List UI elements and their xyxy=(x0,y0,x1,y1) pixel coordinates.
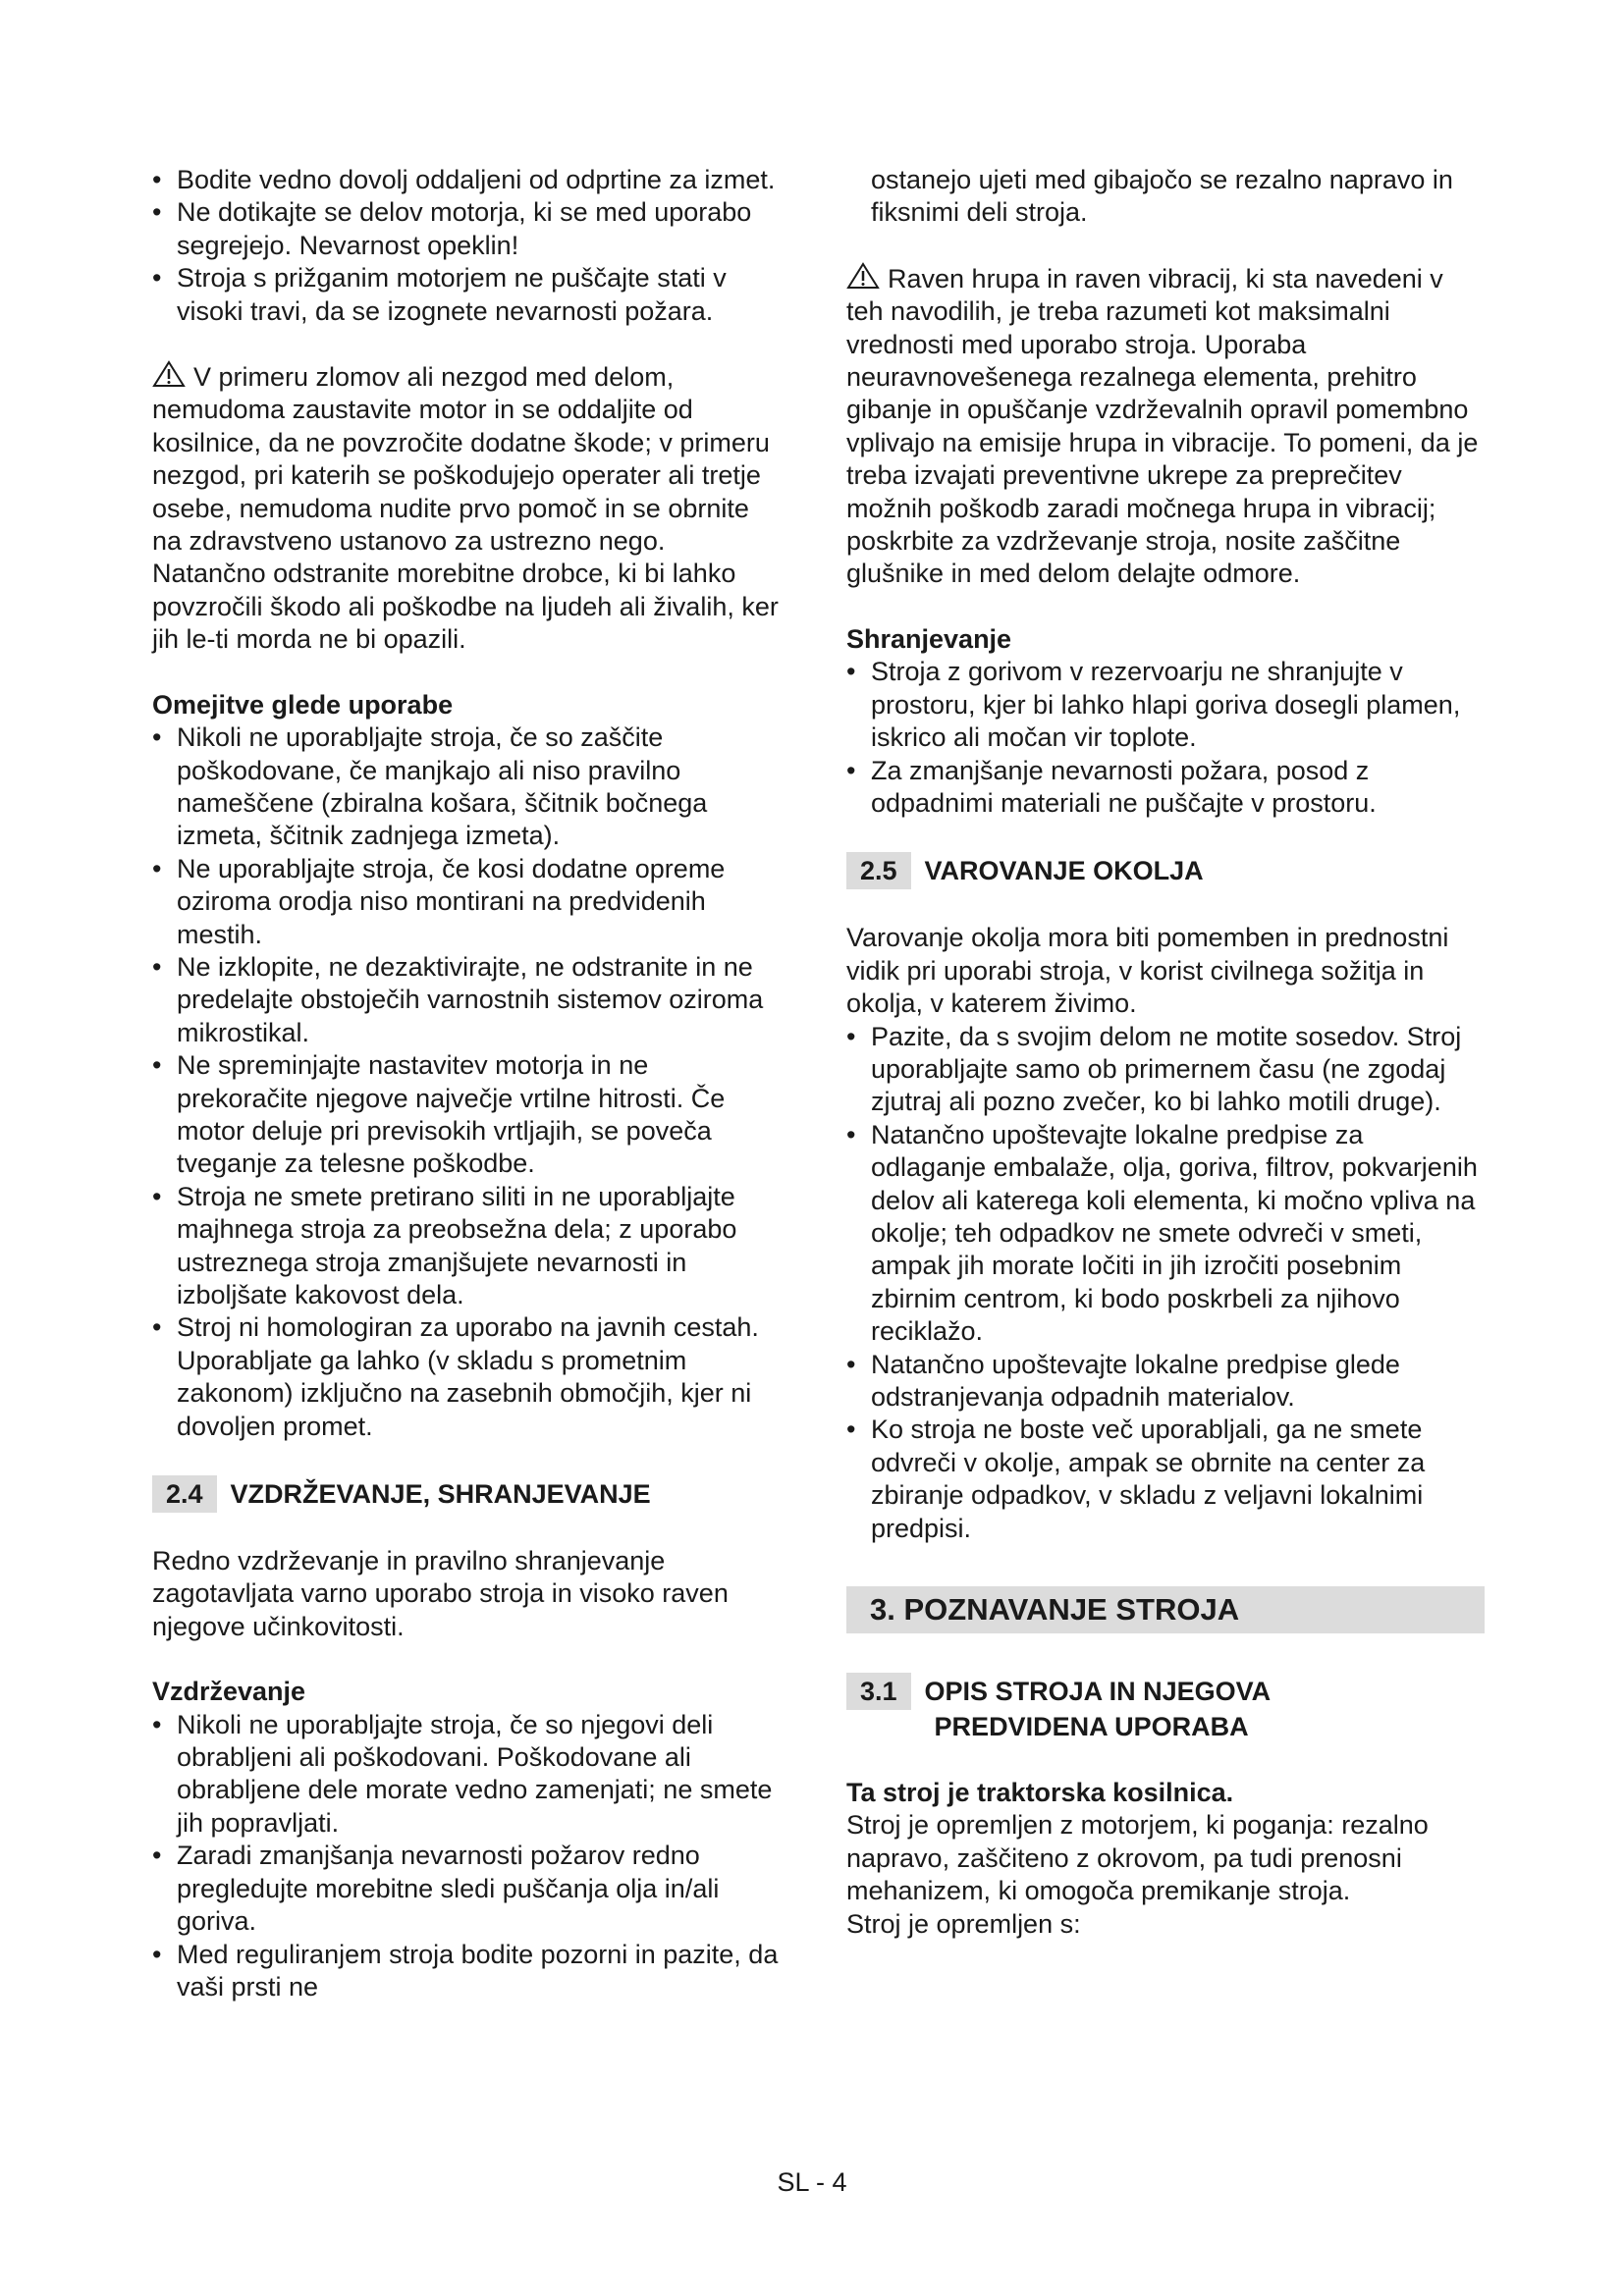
list-item: • Ko stroja ne boste več uporabljali, ga ne smete odvreči v okolje, ampak se obrnite na center za zbiranje odpadkov, v skladu z veljavni lokalnimi predpisi. xyxy=(846,1414,1485,1545)
noise-warning-text: Raven hrupa in raven vibracij, ki sta navedeni v teh navodilih, je treba razumeti kot maksimalni vrednosti med uporabo stroja. Uporaba neuravnovešenega rezalnega elementa, prehitro gibanje in opuščanje vzdrževalnih opravil pomembno vplivajo na emisije hrupa in vibracije. To pomeni, da je treba izvajati preventivne ukrepe za preprečitev možnih poškodb zaradi močnega hrupa in vibracij; poskrbite za vzdrževanje stroja, nosite zaščitne glušnike in med delom delajte odmore. xyxy=(846,263,1479,589)
list-item: • Ne spreminjajte nastavitev motorja in ne prekoračite njegove največje vrtilne hitrosti. Če motor deluje pri previsokih vrtljajih, se poveča tveganje za telesne poškodbe. xyxy=(152,1049,781,1181)
noise-warning xyxy=(846,262,1485,591)
section-2-4-intro: Redno vzdrževanje in pravilno shranjevanje zagotavljata varno uporabo stroja in visoko raven njegove učinkovitosti. xyxy=(152,1546,729,1641)
section-title-line2: PREDVIDENA UPORABA xyxy=(934,1712,1249,1742)
section-title-line1: OPIS STROJA IN NJEGOVA xyxy=(924,1677,1272,1707)
section-title: VZDRŽEVANJE, SHRANJEVANJE xyxy=(230,1479,651,1510)
section-number: 2.5 xyxy=(846,852,911,889)
section-title: VAROVANJE OKOLJA xyxy=(924,856,1204,886)
section-2-4-heading xyxy=(152,1475,781,1513)
equipped-text: Stroj je opremljen s: xyxy=(846,1908,1081,1939)
maintenance-list xyxy=(152,1709,781,2004)
safety-bullets-top xyxy=(152,164,781,328)
section-number: 2.4 xyxy=(152,1475,217,1513)
warning-triangle-icon xyxy=(846,262,880,290)
accident-warning-text: V primeru zlomov ali nezgod med delom, nemudoma zaustavite motor in se oddaljite od kosilnice, da ne povzročite dodatne škode; v primeru nezgod, pri katerih se poškodujejo operater ali tretje osebe, nemudoma nudite prvo pomoč in se obrnite na zdravstveno ustanovo za ustrezno nego. Natančno odstranite morebitne drobce, ki bi lahko povzročili škodo ali poškodbe na ljudeh ali živalih, ker jih le-ti morda ne bi opazili. xyxy=(152,362,779,655)
list-item: • Ne uporabljajte stroja, če kosi dodatne opreme oziroma orodja niso montirani na predvidenih mestih. xyxy=(152,853,781,951)
section-number: 3.1 xyxy=(846,1673,911,1710)
list-item: • Natančno upoštevajte lokalne predpise glede odstranjevanja odpadnih materialov. xyxy=(846,1349,1485,1415)
storage-heading: Shranjevanje xyxy=(846,623,1012,654)
section-3-1-heading xyxy=(846,1673,1485,1744)
right-column xyxy=(846,164,1485,1941)
list-item: • Ne izklopite, ne dezaktivirajte, ne odstranite in ne predelajte obstoječih varnostnih sistemov oziroma mikrostikal. xyxy=(152,951,781,1049)
section-2-5-intro: Varovanje okolja mora biti pomemben in prednostni vidik pri uporabi stroja, v korist civilnega sožitja in okolja, v katerem živimo. xyxy=(846,923,1449,1019)
warning-triangle-icon xyxy=(152,360,186,388)
list-item: • Nikoli ne uporabljajte stroja, če so njegovi deli obrabljeni ali poškodovani. Poškodovane ali obrabljene dele morate vedno zamenjati; ne smete jih popravljati. xyxy=(152,1709,781,1841)
list-item: • Med reguliranjem stroja bodite pozorni in pazite, da vaši prsti ne xyxy=(152,1939,781,2004)
list-item: • Stroja s prižganim motorjem ne puščajte stati v visoki travi, da se izognete nevarnosti požara. xyxy=(152,262,781,328)
list-item: • Stroja z gorivom v rezervoarju ne shranjujte v prostoru, kjer bi lahko hlapi goriva dosegli plamen, iskrico ali močan vir toplote. xyxy=(846,656,1485,754)
accident-warning xyxy=(152,360,781,657)
continuation-text: ostanejo ujeti med gibajočo se rezalno napravo in fiksnimi deli stroja. xyxy=(871,165,1453,228)
section-2-5-heading xyxy=(846,852,1485,889)
page-number: SL - 4 xyxy=(777,2167,847,2197)
list-item: • Za zmanjšanje nevarnosti požara, posod z odpadnimi materiali ne puščajte v prostoru. xyxy=(846,755,1485,821)
list-item: • Nikoli ne uporabljajte stroja, če so zaščite poškodovane, če manjkajo ali niso pravilno nameščene (zbiralna košara, ščitnik bočnega izmeta, ščitnik zadnjega izmeta). xyxy=(152,721,781,853)
left-column xyxy=(152,164,781,2003)
chapter-3-heading: 3. POZNAVANJE STROJA xyxy=(846,1586,1485,1633)
list-item: • Zaradi zmanjšanja nevarnosti požarov redno pregledujte morebitne sledi puščanja olja in/ali goriva. xyxy=(152,1840,781,1938)
restrictions-list xyxy=(152,721,781,1443)
restrictions-heading: Omejitve glede uporabe xyxy=(152,689,454,720)
maintenance-heading: Vzdrževanje xyxy=(152,1677,306,1707)
list-item: • Bodite vedno dovolj oddaljeni od odprtine za izmet. xyxy=(152,164,781,196)
environment-list xyxy=(846,1021,1485,1546)
list-item: • Stroja ne smete pretirano siliti in ne uporabljajte majhnega stroja za preobsežna dela; z uporabo ustreznega stroja zmanjšujete nevarnosti in izboljšate kakovost dela. xyxy=(152,1181,781,1312)
tractor-heading: Ta stroj je traktorska kosilnica. xyxy=(846,1778,1234,1808)
list-item: • Pazite, da s svojim delom ne motite sosedov. Stroj uporabljajte samo ob primernem času (ne zgodaj zjutraj ali pozno zvečer, ko bi lahko motili druge). xyxy=(846,1021,1485,1119)
list-item: • Natančno upoštevajte lokalne predpise za odlaganje embalaže, olja, goriva, filtrov, pokvarjenih delov ali katerega koli elementa, ki močno vpliva na okolje; teh odpadkov ne smete odvreči v smeti, ampak jih morate ločiti in jih izročiti posebnim zbirnim centrom, ki bodo poskrbeli za njihovo reciklažo. xyxy=(846,1119,1485,1349)
list-item: • Ne dotikajte se delov motorja, ki se med uporabo segrejejo. Nevarnost opeklin! xyxy=(152,196,781,262)
section-title xyxy=(925,1673,1272,1744)
tractor-description: Stroj je opremljen z motorjem, ki poganja: rezalno napravo, zaščiteno z okrovom, pa tudi prenosni mehanizem, ki omogoča premikanje stroja. xyxy=(846,1810,1429,1906)
list-item: • Stroj ni homologiran za uporabo na javnih cestah. Uporabljate ga lahko (v skladu s prometnim zakonom) izključno na zasebnih območjih, kjer ni dovoljen promet. xyxy=(152,1311,781,1443)
storage-list xyxy=(846,656,1485,820)
